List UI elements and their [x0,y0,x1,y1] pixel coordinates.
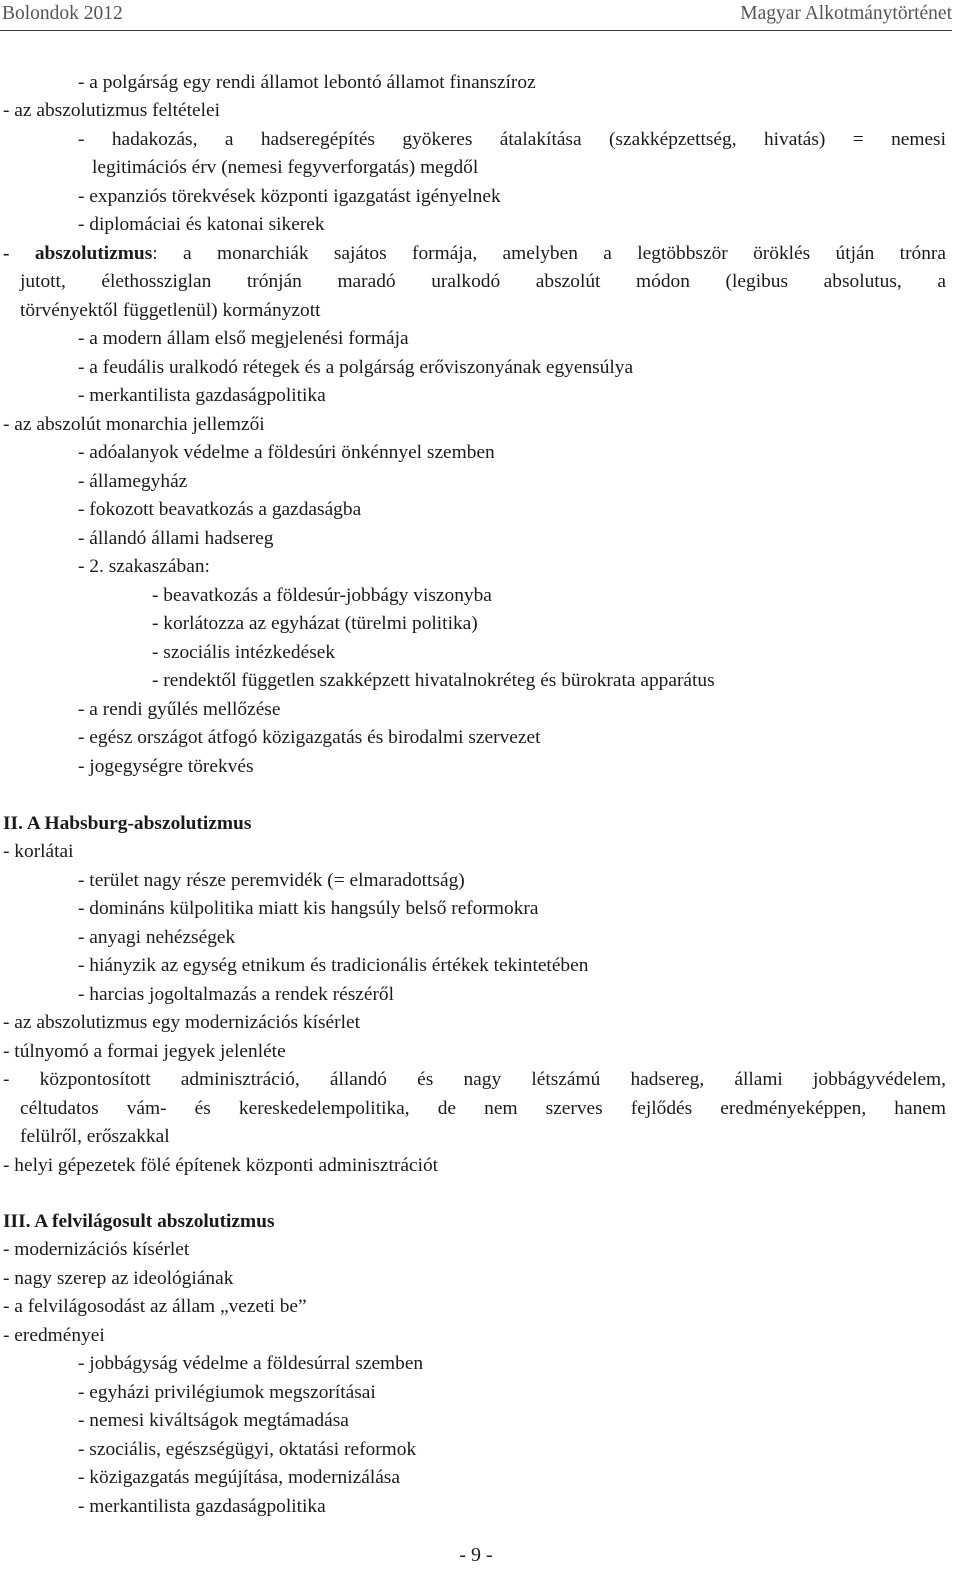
header-right-title: Magyar Alkotmánytörténet [740,3,952,24]
text-line: - merkantilista gazdaságpolitika [78,1496,326,1517]
text-line: - korlátai [3,841,74,862]
text-line: felülről, erőszakkal [20,1126,170,1147]
text-line: - az abszolutizmus feltételei [3,100,220,121]
text-line: - eredményei [3,1325,105,1346]
text-line: - egyházi privilégiumok megszorításai [78,1382,376,1403]
text-line: - állandó állami hadsereg [78,528,274,549]
text-line: - központosított adminisztráció, állandó és nagy létszámú hadsereg, állami jobbágyvédelem, [3,1069,946,1090]
text-line: - nemesi kiváltságok megtámadása [78,1410,349,1431]
text-line: - szociális intézkedések [152,642,336,663]
text-line: - hadakozás, a hadseregépítés gyökeres átalakítása (szakképzettség, hivatás) = nemesi [78,129,946,150]
text-line: - expanziós törekvések központi igazgatást igényelnek [78,186,501,207]
text-line: - közigazgatás megújítása, modernizálása [78,1467,400,1488]
section-heading-felvilagosult: III. A felvilágosult abszolutizmus [3,1211,275,1232]
text-line: - nagy szerep az ideológiának [3,1268,234,1289]
text-line: jutott, élethossziglan trónján maradó uralkodó abszolút módon (legibus absolutus, a [20,271,946,292]
text-line: - domináns külpolitika miatt kis hangsúly belső reformokra [78,898,539,919]
text-line: céltudatos vám- és kereskedelempolitika, de nem szerves fejlődés eredményeképpen, hanem [20,1098,946,1119]
text-line: törvényektől függetlenül) kormányzott [20,300,321,321]
text-line: - 2. szakaszában: [78,556,210,577]
text-line: - jobbágyság védelme a földesúrral szemben [78,1353,424,1374]
text-line: - rendektől független szakképzett hivatalnokréteg és bürokrata apparátus [152,670,715,691]
text-line: - helyi gépezetek fölé építenek központi adminisztrációt [3,1155,439,1176]
text-line: - államegyház [78,471,188,492]
text-line: - szociális, egészségügyi, oktatási reformok [78,1439,417,1460]
text-line: - merkantilista gazdaságpolitika [78,385,326,406]
text-line: - adóalanyok védelme a földesúri önkénnyel szemben [78,442,495,463]
text-line: - modernizációs kísérlet [3,1239,190,1260]
text-line: - harcias jogoltalmazás a rendek részéről [78,984,395,1005]
page-header [0,0,952,31]
text-line: - beavatkozás a földesúr-jobbágy viszonyba [152,585,492,606]
text-line: - a rendi gyűlés mellőzése [78,699,281,720]
text-line: - fokozott beavatkozás a gazdaságba [78,499,362,520]
text-line: - jogegységre törekvés [78,756,254,777]
page-number: - 9 - [459,1544,493,1566]
text-line: - diplomáciai és katonai sikerek [78,214,325,235]
text-line: - anyagi nehézségek [78,927,236,948]
text-line: - hiányzik az egység etnikum és tradicionális értékek tekintetében [78,955,589,976]
text-line: - egész országot átfogó közigazgatás és birodalmi szervezet [78,727,541,748]
text-line: - a modern állam első megjelenési formája [78,328,409,349]
section-heading-habsburg: II. A Habsburg-abszolutizmus [3,813,252,834]
header-left-title: Bolondok 2012 [2,3,123,24]
text-line: - a feudális uralkodó rétegek és a polgárság erőviszonyának egyensúlya [78,357,634,378]
text-line: - terület nagy része peremvidék (= elmaradottság) [78,870,465,891]
text-line: - az abszolutizmus egy modernizációs kísérlet [3,1012,360,1033]
text-line: - a felvilágosodást az állam „vezeti be” [3,1296,307,1317]
definition-line: - abszolutizmus: a monarchiák sajátos formája, amelyben a legtöbbször öröklés útján trónra [3,243,946,264]
text-line: - túlnyomó a formai jegyek jelenléte [3,1041,286,1062]
text-line: legitimációs érv (nemesi fegyverforgatás) megdől [92,157,479,178]
term-abszolutizmus: - abszolutizmus [3,243,153,264]
text-line: - korlátozza az egyházat (türelmi politika) [152,613,478,634]
text-line: - a polgárság egy rendi államot lebontó államot finanszíroz [78,72,536,93]
text-line: - az abszolút monarchia jellemzői [3,414,265,435]
